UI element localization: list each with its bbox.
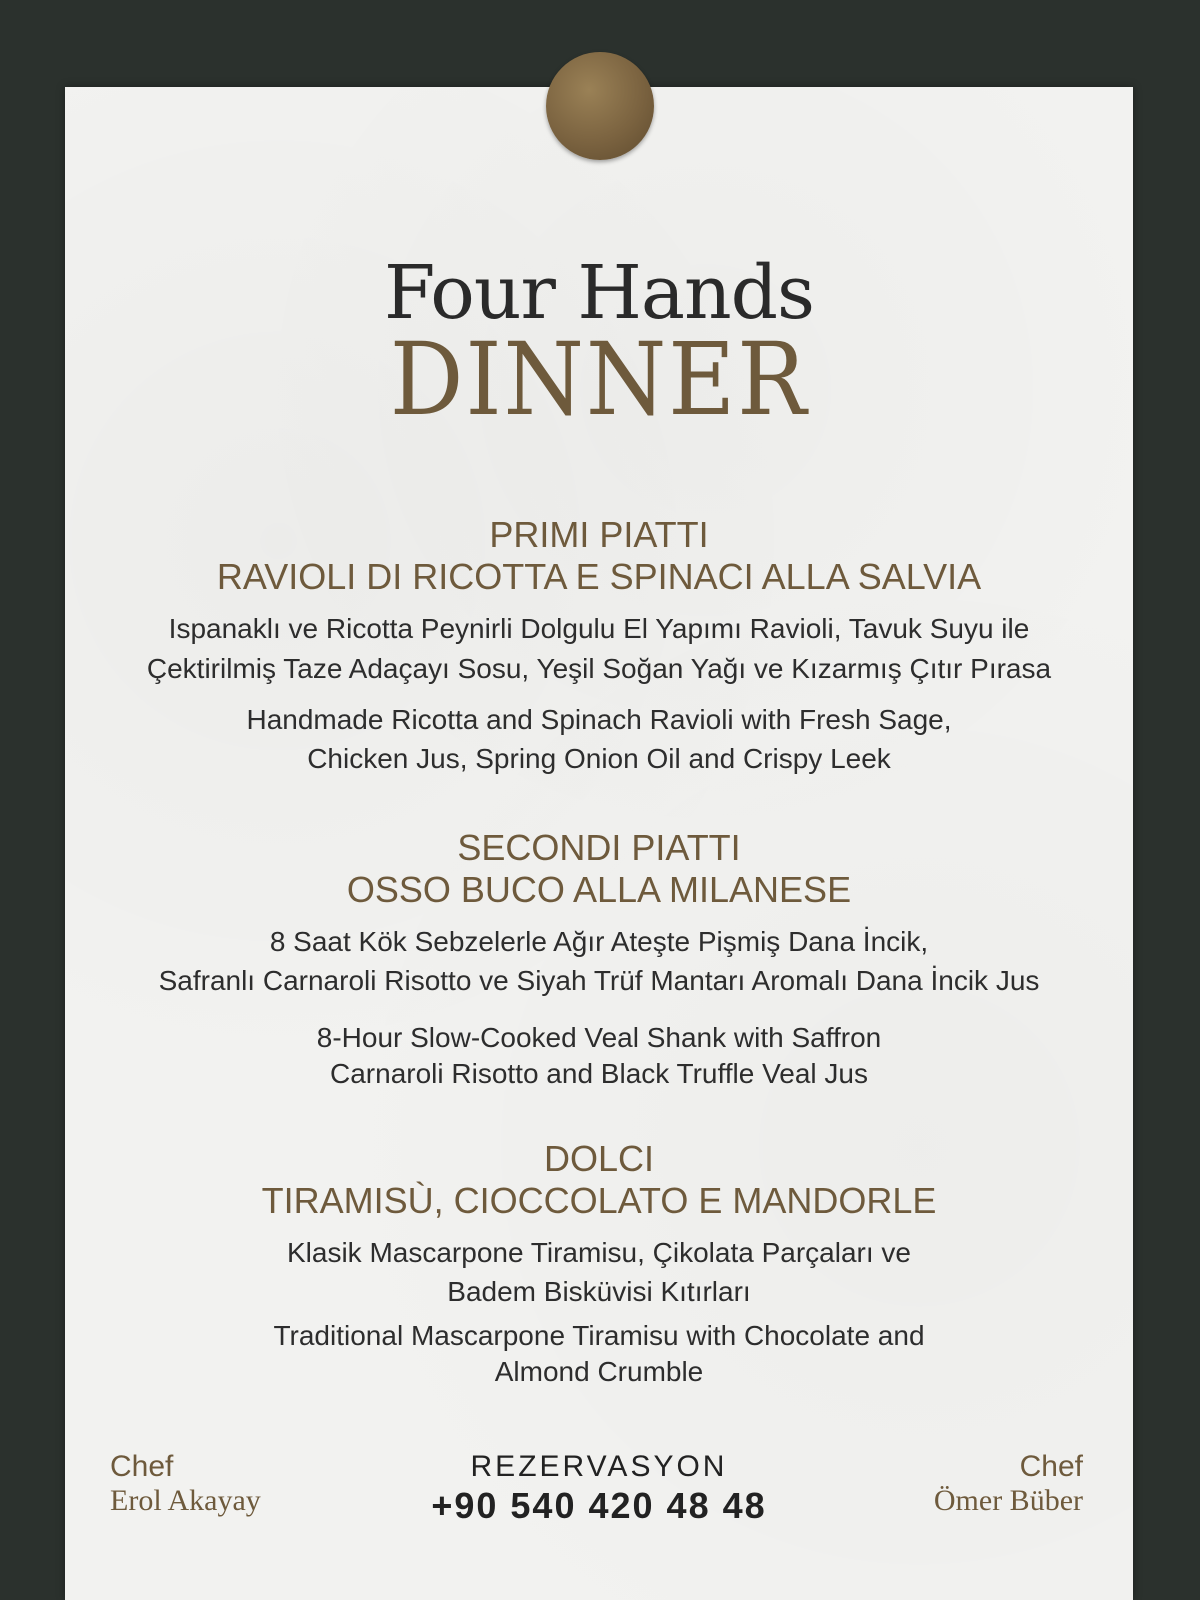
description-en-line: Chicken Jus, Spring Onion Oil and Crispy Leek <box>307 743 891 774</box>
dish-name: RAVIOLI DI RICOTTA E SPINACI ALLA SALVIA <box>216 556 982 597</box>
description-tr-line: Çektirilmiş Taze Adaçayı Sosu, Yeşil Soğan Yağı ve Kızarmış Çıtır Pırasa <box>146 653 1052 684</box>
title-four-hands: Four Hands <box>383 250 815 336</box>
title-dinner: DINNER <box>389 321 809 438</box>
description-en-line: Traditional Mascarpone Tiramisu with Chocolate and <box>273 1320 925 1351</box>
course-heading: SECONDI PIATTI <box>457 827 741 868</box>
chef-name: Erol Akayay <box>110 1484 261 1517</box>
description-tr-line: Badem Bisküvisi Kıtırları <box>447 1276 751 1307</box>
dish-name: OSSO BUCO ALLA MILANESE <box>346 869 852 910</box>
chef-role: Chef <box>110 1450 174 1483</box>
reservation-phone[interactable]: +90 540 420 48 48 <box>431 1485 767 1526</box>
gold-pin <box>546 52 654 160</box>
chef-name: Ömer Büber <box>933 1484 1083 1517</box>
course-heading: DOLCI <box>543 1138 655 1179</box>
reservation-label: REZERVASYON <box>470 1450 728 1483</box>
description-tr-line: Safranlı Carnaroli Risotto ve Siyah Trüf Mantarı Aromalı Dana İncik Jus <box>158 965 1040 996</box>
course-heading: PRIMI PIATTI <box>489 514 709 555</box>
description-en-line: Almond Crumble <box>494 1356 704 1387</box>
description-en-line: 8-Hour Slow-Cooked Veal Shank with Saffron <box>316 1022 882 1053</box>
chef-role: Chef <box>1019 1450 1083 1483</box>
description-tr-line: Ispanaklı ve Ricotta Peynirli Dolgulu El Yapımı Ravioli, Tavuk Suyu ile <box>168 613 1030 644</box>
description-en-line: Handmade Ricotta and Spinach Ravioli with Fresh Sage, <box>246 704 952 735</box>
dish-name: TIRAMISÙ, CIOCCOLATO E MANDORLE <box>261 1180 937 1221</box>
description-tr-line: Klasik Mascarpone Tiramisu, Çikolata Parçaları ve <box>286 1237 911 1268</box>
description-en-line: Carnaroli Risotto and Black Truffle Veal Jus <box>330 1058 868 1089</box>
description-tr-line: 8 Saat Kök Sebzelerle Ağır Ateşte Pişmiş Dana İncik, <box>269 926 929 957</box>
